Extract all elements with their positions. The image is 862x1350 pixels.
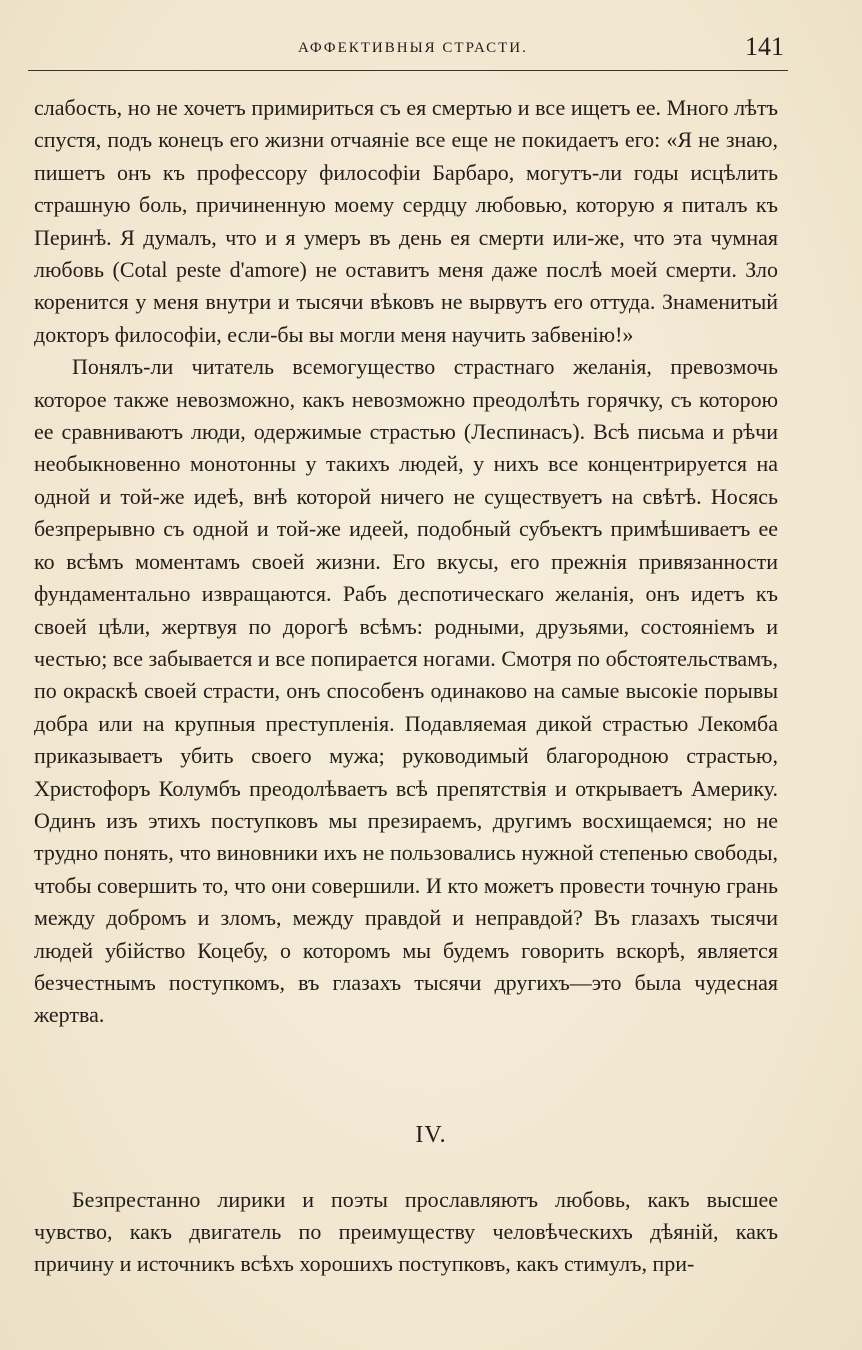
paragraph: Безпрестанно лирики и поэты прославляютъ любовь, какъ высшее чувство, какъ двигатель по преимуществу человѣческихъ дѣяній, какъ причину и источникъ всѣхъ хорошихъ поступковъ, какъ стимулъ, при- bbox=[34, 1187, 778, 1276]
section-iii-text bbox=[34, 92, 778, 1032]
page-header bbox=[28, 30, 788, 70]
running-head: АФФЕКТИВНЫЯ СТРАСТИ. bbox=[298, 40, 528, 56]
page-number: 141 bbox=[745, 32, 784, 61]
header-rule bbox=[28, 70, 788, 71]
section-iv-text bbox=[34, 1184, 778, 1280]
section-heading: IV. bbox=[415, 1122, 447, 1148]
paragraph: Понялъ-ли читатель всемогущество страстнаго желанія, превозмочь которое также невозможно, какъ невозможно преодолѣть горячку, съ которою ее сравниваютъ люди, одержимые страстью (Леспинасъ). Всѣ письма и рѣчи необыкновенно монотонны у такихъ людей, у нихъ все концентрируется на одной и той-же идеѣ, внѣ которой ничего не существуетъ на свѣтѣ. Носясь безпрерывно съ одной и той-же идеей, подобный субъектъ примѣшиваетъ ее ко всѣмъ моментамъ своей жизни. Его вкусы, его прежнія привязанности фундаментально извращаются. Рабъ деспотическаго желанія, онъ идетъ къ своей цѣли, жертвуя по дорогѣ всѣмъ: родными, друзьями, состояніемъ и честью; все забывается и все попирается ногами. Смотря по обстоятельствамъ, по окраскѣ своей страсти, онъ способенъ одинаково на самые высокіе порывы добра или на крупныя преступленія. Подавляемая дикой страстью Лекомба приказываетъ убить своего мужа; руководимый благородною страстью, Христофоръ Колумбъ преодолѣваетъ всѣ препятствія и открываетъ Америку. Одинъ изъ этихъ поступковъ мы презираемъ, другимъ восхищаемся; но не трудно понять, что виновники ихъ не пользовались нужной степенью свободы, чтобы совершить то, что они совершили. И кто можетъ провести точную грань между добромъ и зломъ, между правдой и неправдой? Въ глазахъ тысячи людей убійство Коцебу, о которомъ мы будемъ говорить вскорѣ, является безчестнымъ поступкомъ, въ глазахъ тысячи другихъ—это была чудесная жертва. bbox=[34, 354, 778, 1028]
paragraph-continued: слабость, но не хочетъ примириться съ ея смертью и все ищетъ ее. Много лѣтъ спустя, подъ конецъ его жизни отчаяніе все еще не покидаетъ его: «Я не знаю, пишетъ онъ къ профессору философіи Барбаро, могутъ-ли годы исцѣлить страшную боль, причиненную моему сердцу любовью, которую я питалъ къ Перинѣ. Я думалъ, что и я умеръ въ день ея смерти или-же, что эта чумная любовь (Cotal peste d'amore) не оставитъ меня даже послѣ моей смерти. Зло коренится у меня внутри и тысячи вѣковъ не вырвутъ его оттуда. Знаменитый докторъ философіи, если-бы вы могли меня научить забвенію!» bbox=[34, 95, 778, 347]
